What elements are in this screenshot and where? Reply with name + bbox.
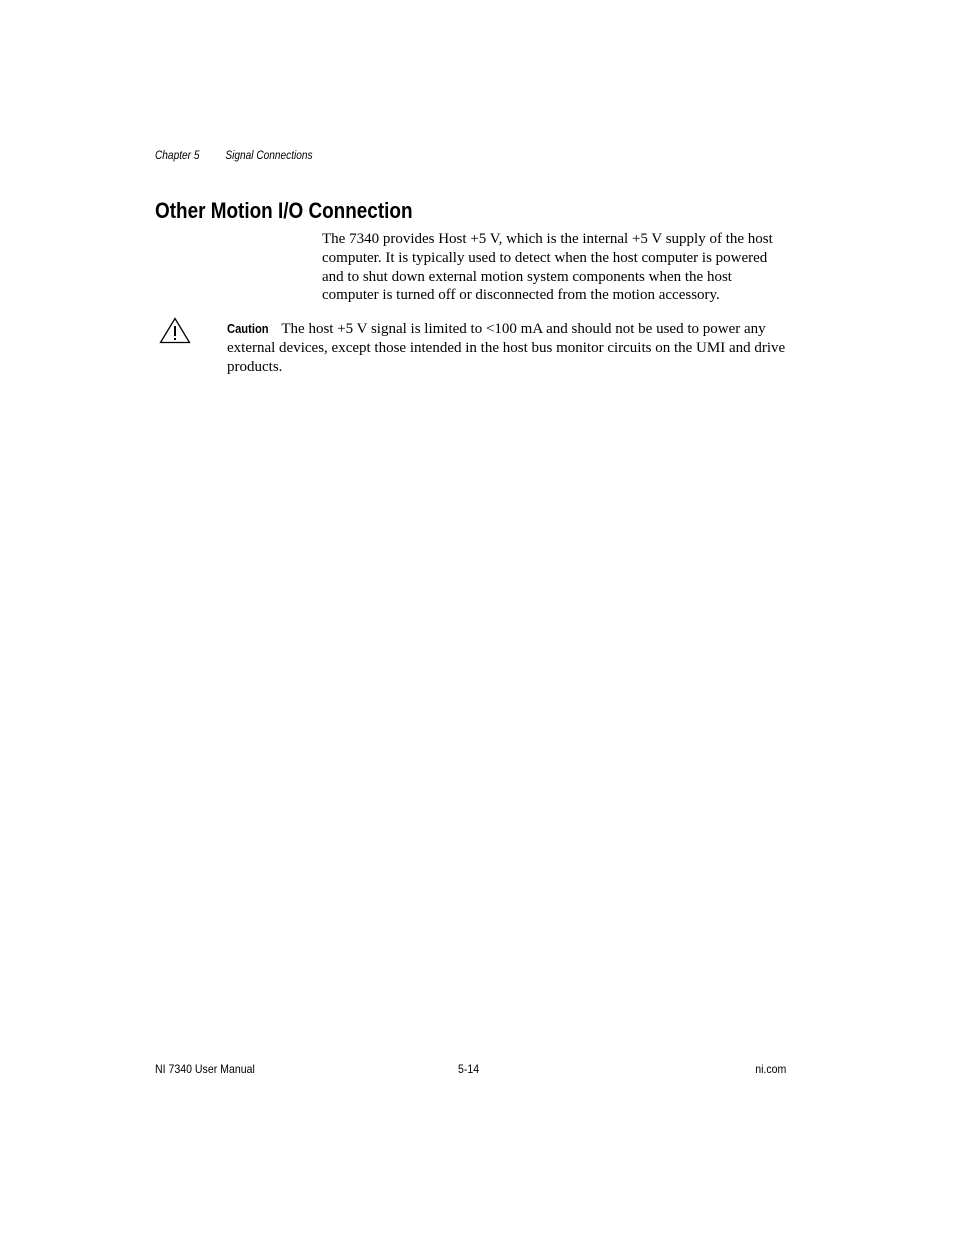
caution-note	[227, 320, 792, 376]
body-paragraph: The 7340 provides Host +5 V, which is the internal +5 V supply of the host computer. It is typically used to detect when the host computer is powered and to shut down external motion system components when the host computer is turned off or disconnected from the motion accessory.	[322, 231, 773, 304]
caution-text: The host +5 V signal is limited to <100 mA and should not be used to power any external devices, except those intended in the host bus monitor circuits on the UMI and drive products.	[227, 321, 786, 375]
footer-manual-title: NI 7340 User Manual	[155, 1062, 255, 1076]
footer-page-number: 5-14	[458, 1062, 480, 1076]
section-title: Other Motion I/O Connection	[155, 198, 413, 223]
caution-triangle-icon	[159, 317, 191, 344]
caution-label: Caution	[227, 321, 269, 336]
header-chapter: Chapter 5	[155, 150, 200, 162]
header-section: Signal Connections	[225, 150, 313, 162]
footer-website: ni.com	[754, 1062, 786, 1076]
running-header	[155, 150, 313, 162]
